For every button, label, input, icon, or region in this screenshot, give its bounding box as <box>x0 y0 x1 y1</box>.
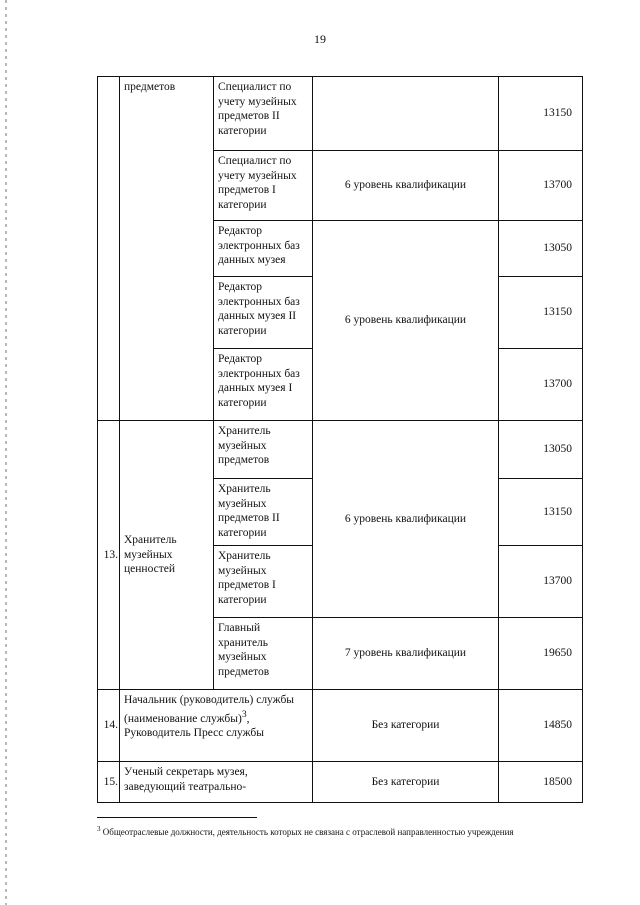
group-cell: Ученый секретарь музея, заведующий театрально- <box>120 762 313 803</box>
salary-cell: 13150 <box>499 77 583 151</box>
qualification-cell: Без категории <box>313 762 499 803</box>
salary-cell: 18500 <box>499 762 583 803</box>
position-cell: Редактор электронных баз данных музея <box>214 221 313 277</box>
salary-cell: 13150 <box>499 277 583 349</box>
row-number-cell: 15. <box>98 762 120 803</box>
salary-cell: 13050 <box>499 421 583 479</box>
footnote <box>97 823 567 838</box>
group-cell: предметов <box>120 77 214 421</box>
footnote-text: Общеотраслевые должности, деятельность которых не связана с отраслевой направленностью учреждения <box>102 827 514 837</box>
qualification-cell: Без категории <box>313 690 499 762</box>
salary-table <box>97 76 583 803</box>
position-cell: Главный хранитель музейных предметов <box>214 618 313 690</box>
salary-cell: 13700 <box>499 349 583 421</box>
qualification-cell: 6 уровень квалификации <box>313 421 499 618</box>
group-text: Начальник (руководитель) службы (наименование службы) <box>124 694 295 725</box>
qualification-cell: 6 уровень квалификации <box>313 221 499 421</box>
scan-edge <box>5 0 7 905</box>
position-cell: Хранитель музейных предметов <box>214 421 313 479</box>
row-number-cell <box>98 77 120 421</box>
table-row <box>98 690 583 762</box>
group-cell: Хранитель музейных ценностей <box>120 421 214 690</box>
salary-cell: 13700 <box>499 546 583 618</box>
footnote-number: 3 <box>97 825 101 833</box>
table-row <box>98 762 583 803</box>
table-row <box>98 421 583 479</box>
position-cell: Хранитель музейных предметов I категории <box>214 546 313 618</box>
qualification-cell: 7 уровень квалификации <box>313 618 499 690</box>
group-text-continued: , Руководитель Пресс службы <box>124 712 265 739</box>
position-cell: Хранитель музейных предметов II категории <box>214 479 313 546</box>
footnote-rule <box>97 817 257 818</box>
page-number: 19 <box>314 32 326 46</box>
table-row <box>98 77 583 151</box>
group-cell <box>120 690 313 762</box>
row-number-cell: 13. <box>98 421 120 690</box>
qualification-cell <box>313 77 499 151</box>
position-cell: Специалист по учету музейных предметов I категории <box>214 151 313 221</box>
salary-cell: 13700 <box>499 151 583 221</box>
position-cell: Специалист по учету музейных предметов II категории <box>214 77 313 151</box>
qualification-cell: 6 уровень квалификации <box>313 151 499 221</box>
salary-cell: 19650 <box>499 618 583 690</box>
salary-cell: 13050 <box>499 221 583 277</box>
row-number-cell: 14. <box>98 690 120 762</box>
salary-cell: 13150 <box>499 479 583 546</box>
position-cell: Редактор электронных баз данных музея I категории <box>214 349 313 421</box>
salary-cell: 14850 <box>499 690 583 762</box>
footnote-marker: 3 <box>241 708 247 720</box>
position-cell: Редактор электронных баз данных музея II категории <box>214 277 313 349</box>
